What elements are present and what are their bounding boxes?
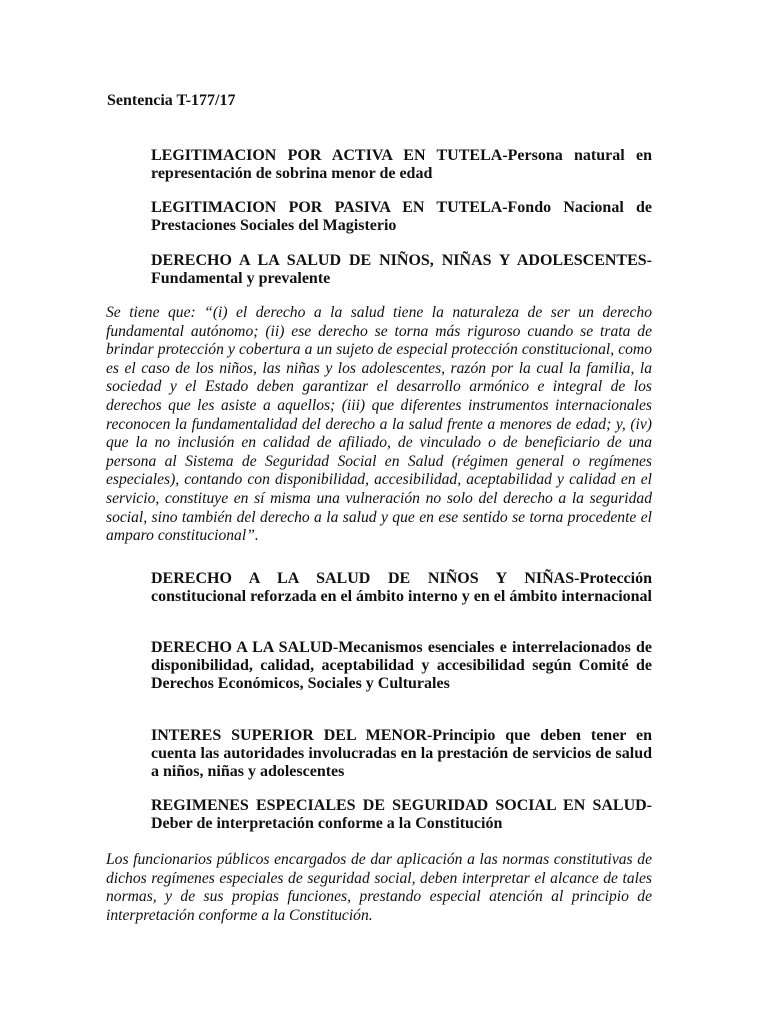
descriptor-entry xyxy=(151,797,652,833)
case-title: Sentencia T-177/17 xyxy=(107,92,236,109)
descriptor-heading: DERECHO A LA SALUD DE NIÑOS Y NIÑAS xyxy=(151,570,575,587)
body-paragraph: Se tiene que: “(i) el derecho a la salud tiene la naturaleza de ser un derecho fundamental autónomo; (ii) ese derecho se torna más riguroso cuando se trata de brindar protección y cobertura a un sujeto de especial protección constitucional, como es el caso de los niños, las niñas y los adolescentes, razón por la cual la familia, la sociedad y el Estado deben garantizar el desarrollo armónico e integral de los derechos que les asiste a aquellos; (iii) que diferentes instrumentos internacionales reconocen la fundamentalidad del derecho a la salud frente a menores de edad; y, (iv) que la no inclusión en calidad de afiliado, de vinculado o de beneficiario de una persona al Sistema de Seguridad Social en Salud (régimen general o regímenes especiales), contando con disponibilidad, accesibilidad, aceptabilidad y calidad en el servicio, constituye en sí misma una vulneración no solo del derecho a la seguridad social, sino también del derecho a la salud y que en ese sentido se torna procedente el amparo constitucional”. xyxy=(106,304,652,545)
descriptor-entry xyxy=(151,727,652,781)
descriptor-heading: DERECHO A LA SALUD xyxy=(151,639,333,656)
descriptor-entry xyxy=(151,199,652,235)
descriptor-text: -Fondo Nacional de Prestaciones Sociales del Magisterio xyxy=(151,199,652,234)
descriptor-text: -Persona natural en representación de sobrina menor de edad xyxy=(151,147,652,182)
descriptor-entry xyxy=(151,570,652,606)
descriptor-heading: LEGITIMACION POR ACTIVA EN TUTELA xyxy=(151,147,503,164)
descriptor-text: -Mecanismos esenciales e interrelacionados de disponibilidad, calidad, aceptabilidad y accesibilidad según Comité de Derechos Económicos, Sociales y Culturales xyxy=(151,639,652,692)
descriptor-heading: LEGITIMACION POR PASIVA EN TUTELA xyxy=(151,199,503,216)
descriptor-text: -Deber de interpretación conforme a la Constitución xyxy=(151,797,652,832)
body-paragraph: Los funcionarios públicos encargados de dar aplicación a las normas constitutivas de dichos regímenes especiales de seguridad social, deben interpretar el alcance de tales normas, y de sus propias funciones, prestando especial atención al principio de interpretación conforme a la Constitución. xyxy=(106,851,652,924)
descriptor-text: -Principio que deben tener en cuenta las autoridades involucradas en la prestación de servicios de salud a niños, niñas y adolescentes xyxy=(151,727,652,780)
descriptor-heading: INTERES SUPERIOR DEL MENOR xyxy=(151,727,427,744)
descriptor-text: -Protección constitucional reforzada en el ámbito interno y en el ámbito internacional xyxy=(151,570,652,605)
descriptor-entry xyxy=(151,252,652,288)
descriptor-heading: DERECHO A LA SALUD DE NIÑOS, NIÑAS Y ADOLESCENTES xyxy=(151,252,647,269)
descriptor-heading: REGIMENES ESPECIALES DE SEGURIDAD SOCIAL EN SALUD xyxy=(151,797,647,814)
descriptor-entry xyxy=(151,639,652,693)
descriptor-entry xyxy=(151,147,652,183)
descriptor-text: -Fundamental y prevalente xyxy=(151,252,652,287)
